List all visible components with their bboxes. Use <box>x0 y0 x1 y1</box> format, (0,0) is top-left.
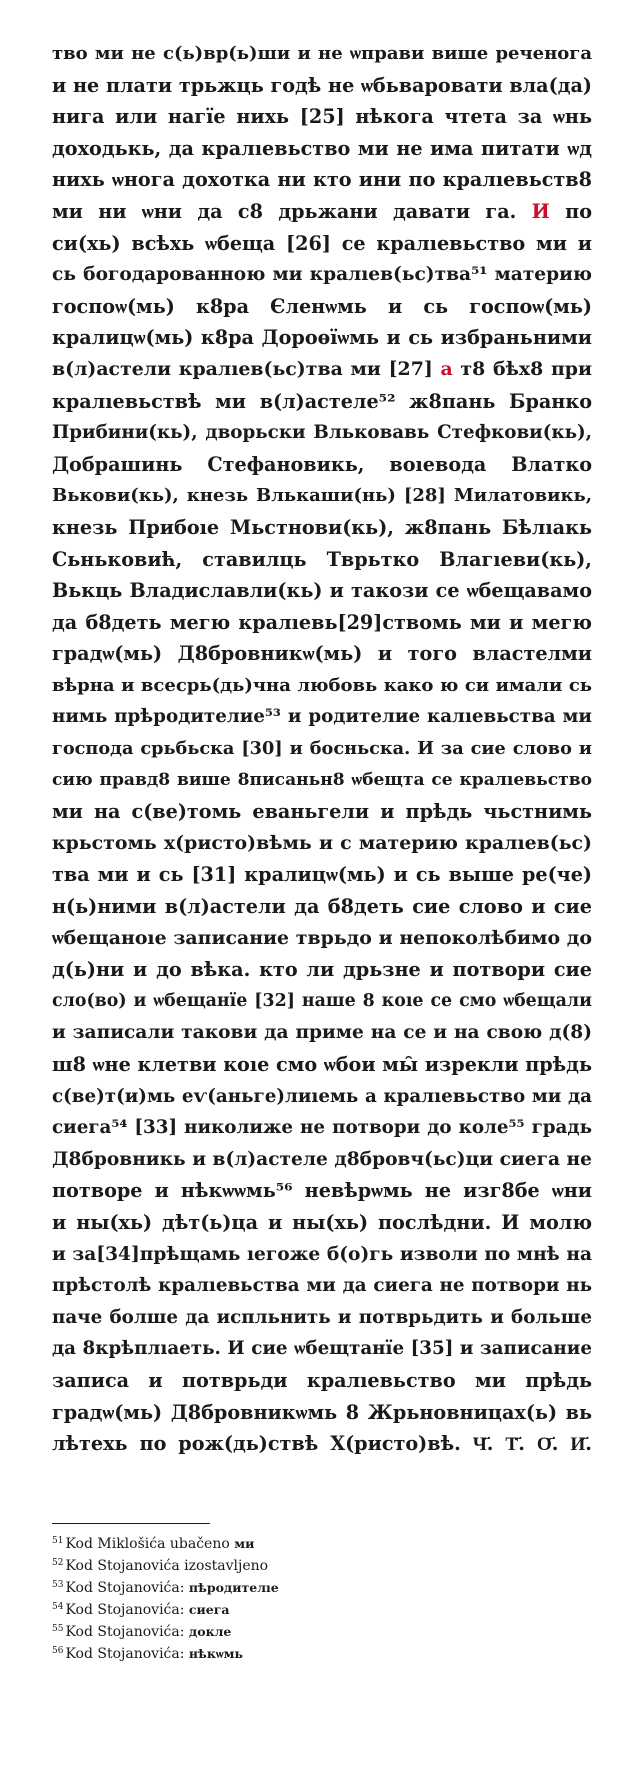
line-text: и ны(хь) дѣт(ь)ца и ны(хь) послѣдни. И молю <box>52 1210 592 1234</box>
text-line <box>52 923 592 955</box>
footnote-text: Kod Stojanovića: <box>65 1602 189 1618</box>
footnote-cited-form: сиега <box>188 1602 230 1617</box>
text-line <box>52 228 592 260</box>
rubric-initial: И <box>531 199 550 223</box>
line-text: Добрашинь Стефановикь, воıевода Влатко <box>52 452 592 476</box>
line-text: записа и потврьди кралıевьство ми прѣдь <box>52 1368 592 1392</box>
footnote-number: 54 <box>52 1602 64 1612</box>
text-line <box>52 1207 592 1239</box>
line-text: ми на с(ве)томь еваньгели и прѣдь чьстнимь <box>52 800 592 824</box>
line-text: потворе и нѣкѡѡмь⁵⁶ невѣрѡмь не изг8бе ѡни <box>52 1179 592 1203</box>
footnote-number: 52 <box>52 1558 64 1568</box>
text-line <box>52 544 592 576</box>
text-line <box>52 1333 592 1365</box>
line-text: Вькови(кь), кнезь Влькаши(нь) [28] Милатовикь, <box>52 485 592 507</box>
line-text: вѣрна и всесрь(дь)чна любовь како ю си имали сь <box>52 674 592 696</box>
text-line <box>52 1049 592 1081</box>
footnote-number: 56 <box>52 1646 64 1656</box>
text-line <box>52 575 592 607</box>
line-text: кралицѡ(мь) к8ра Дороѳїѡмь и сь избраньними <box>52 326 592 350</box>
text-line <box>52 638 592 670</box>
footnote <box>52 1596 592 1618</box>
line-text: в(л)астели кралıев(ьс)тва ми [27] <box>52 357 441 380</box>
text-line <box>52 828 592 860</box>
text-line <box>52 259 592 291</box>
text-line <box>52 196 592 228</box>
text-line <box>52 796 592 828</box>
text-line <box>52 322 592 354</box>
line-text: крьстомь х(ристо)вѣмь и с материю кралıев(ьс) <box>52 831 592 854</box>
footnote-cited-form: ми <box>234 1536 255 1551</box>
footnote-text: Kod Stojanovića: <box>65 1646 189 1662</box>
line-text: градѡ(мь) Д8бровникѡмь 8 Жрьновницах(ь) вь <box>52 1400 592 1424</box>
line-text: тво ми не с(ь)вр(ь)ши и не ѡправи више реченога <box>52 43 592 64</box>
line-text: си(хь) всѣхь ѡбеща [26] се кралıевьство ми и <box>52 231 592 255</box>
text-line <box>52 954 592 986</box>
line-text: кнезь Прибоıе Мьстнови(кь), ж8пань Бѣлıакь <box>52 515 592 539</box>
line-text: нига или нагїе нихь [25] нѣкога чтета за ѡнь <box>52 105 592 129</box>
footnote-number: 55 <box>52 1624 64 1634</box>
text-line <box>52 512 592 544</box>
text-line <box>52 1017 592 1049</box>
line-text: прѣстолѣ кралıевьства ми да сиега не потвори нь <box>52 1275 592 1297</box>
footnote <box>52 1640 592 1662</box>
line-text: Сьньковић, ставилць Тврьтко Влагıеви(кь), <box>52 547 592 571</box>
line-text: ѡбещаноıе записание тврьдо и непоколѣбимо до <box>52 926 592 949</box>
footnote-cited-form: нѣкѡмь <box>188 1646 243 1661</box>
line-text: и за[34]прѣщамь ıегоже б(о)гь изволи по мнѣ на <box>52 1243 592 1265</box>
line-text: д(ь)ни и до вѣка. кто ли дрьзне и потвори сие <box>52 958 592 982</box>
text-line <box>52 101 592 133</box>
text-line <box>52 38 592 70</box>
line-text: ш8 ѡне клетви коıе смо ѡбои мы̑ изрекли прѣдь <box>52 1053 592 1076</box>
line-text: нихь ѡнога дохотка ни кто ини по кралıевьств8 <box>52 168 592 192</box>
line-text: сь богодарованною ми кралıев(ьс)тва⁵¹ материю <box>52 264 592 286</box>
text-line <box>52 480 592 512</box>
line-text: сло(во) и ѡбещанїе [32] наше 8 коıе се смо ѡбещали <box>52 990 592 1011</box>
text-line <box>52 1144 592 1176</box>
text-line <box>52 133 592 165</box>
text-line <box>52 670 592 702</box>
footnote-number: 53 <box>52 1580 64 1590</box>
footnotes <box>52 1530 592 1662</box>
line-text: да 8крѣплıаеть. И сие ѡбещтанїе [35] и записание <box>52 1338 592 1360</box>
text-line <box>52 1270 592 1302</box>
text-line <box>52 449 592 481</box>
text-line <box>52 859 592 891</box>
text-line <box>52 733 592 765</box>
text-line <box>52 417 592 449</box>
text-line <box>52 70 592 102</box>
line-text: Прибини(кь), дворьски Вльковавь Стефкови(кь), <box>52 422 592 444</box>
text-line <box>52 1175 592 1207</box>
footnote-text: Kod Miklošića ubačeno <box>65 1536 235 1552</box>
footnote <box>52 1552 592 1574</box>
text-line <box>52 607 592 639</box>
footnote-text: Kod Stojanovića: <box>65 1624 189 1640</box>
text-line <box>52 701 592 733</box>
line-text: Вькць Владиславли(кь) и такози се ѡбещавамо <box>52 579 592 603</box>
line-text: градѡ(мь) Д8бровникѡ(мь) и того властелми <box>52 642 592 666</box>
line-text: госпоѡ(мь) к8ра Єленѡмь и сь госпоѡ(мь) <box>52 294 592 318</box>
text-line <box>52 1239 592 1271</box>
line-text: т8 бѣх8 при <box>452 357 592 380</box>
line-text: лѣтехь по рож(дь)ствѣ Х(ристо)вѣ. Ч҃. Т҃. О҃. И҃. <box>52 1432 592 1456</box>
line-text: нимь прѣродителие⁵³ и родителие калıевьства ми <box>52 706 592 728</box>
line-text: по <box>549 199 592 223</box>
footnote-text: Kod Stojanovića izostavljeno <box>65 1558 269 1574</box>
line-text: господа срьбьска [30] и босньска. И за сие слово и <box>52 738 592 760</box>
line-text: Д8бровникь и в(л)астеле д8бровч(ьс)ци сиега не <box>52 1148 592 1170</box>
footnote-cited-form: пѣродителıе <box>188 1580 279 1595</box>
footnote <box>52 1618 592 1640</box>
line-text: сию правд8 више 8писаньн8 ѡбещта се кралıевьство <box>52 769 592 790</box>
charter-text <box>52 38 592 1460</box>
footnote-separator <box>52 1523 210 1524</box>
text-line <box>52 1365 592 1397</box>
line-text: и не плати трьжць годѣ не ѡбьваровати вла(да) <box>52 73 592 97</box>
text-line <box>52 1428 592 1460</box>
footnote <box>52 1530 592 1552</box>
rubric-initial: а <box>440 357 453 380</box>
text-line <box>52 1112 592 1144</box>
line-text: кралıевьствѣ ми в(л)астеле⁵² ж8пань Бранко <box>52 389 592 413</box>
line-text: паче болше да испльнить и потврьдить и больше <box>52 1306 592 1328</box>
text-line <box>52 986 592 1018</box>
text-line <box>52 1302 592 1334</box>
line-text: тва ми и сь [31] кралицѡ(мь) и сь выше ре(че) <box>52 863 592 887</box>
footnote-cited-form: доклe <box>188 1624 232 1639</box>
line-text: н(ь)ними в(л)астели да б8деть сие слово и сие <box>52 895 592 919</box>
footnote-number: 51 <box>52 1536 64 1546</box>
footnote-text: Kod Stojanovića: <box>65 1580 189 1596</box>
line-text: сиега⁵⁴ [33] николиже не потвори до коле⁵⁵ градь <box>52 1117 592 1139</box>
text-line <box>52 354 592 386</box>
text-line <box>52 386 592 418</box>
text-line <box>52 1081 592 1113</box>
line-text: доходькь, да кралıевьство ми не има питати ѡд <box>52 136 592 160</box>
text-line <box>52 164 592 196</box>
text-line <box>52 291 592 323</box>
line-text: да б8деть мегю кралıевь[29]ствомь ми и мегю <box>52 610 592 634</box>
line-text: и записали такови да приме на се и на свою д(8) <box>52 1022 592 1044</box>
footnote <box>52 1574 592 1596</box>
text-line <box>52 765 592 797</box>
text-line <box>52 1397 592 1429</box>
text-line <box>52 891 592 923</box>
line-text: с(ве)т(и)мь еѵ(аньге)лиıемь а кралıевьство ми да <box>52 1085 592 1107</box>
line-text: ми ни ѡни да с8 дрьжани давати га. <box>52 199 532 223</box>
